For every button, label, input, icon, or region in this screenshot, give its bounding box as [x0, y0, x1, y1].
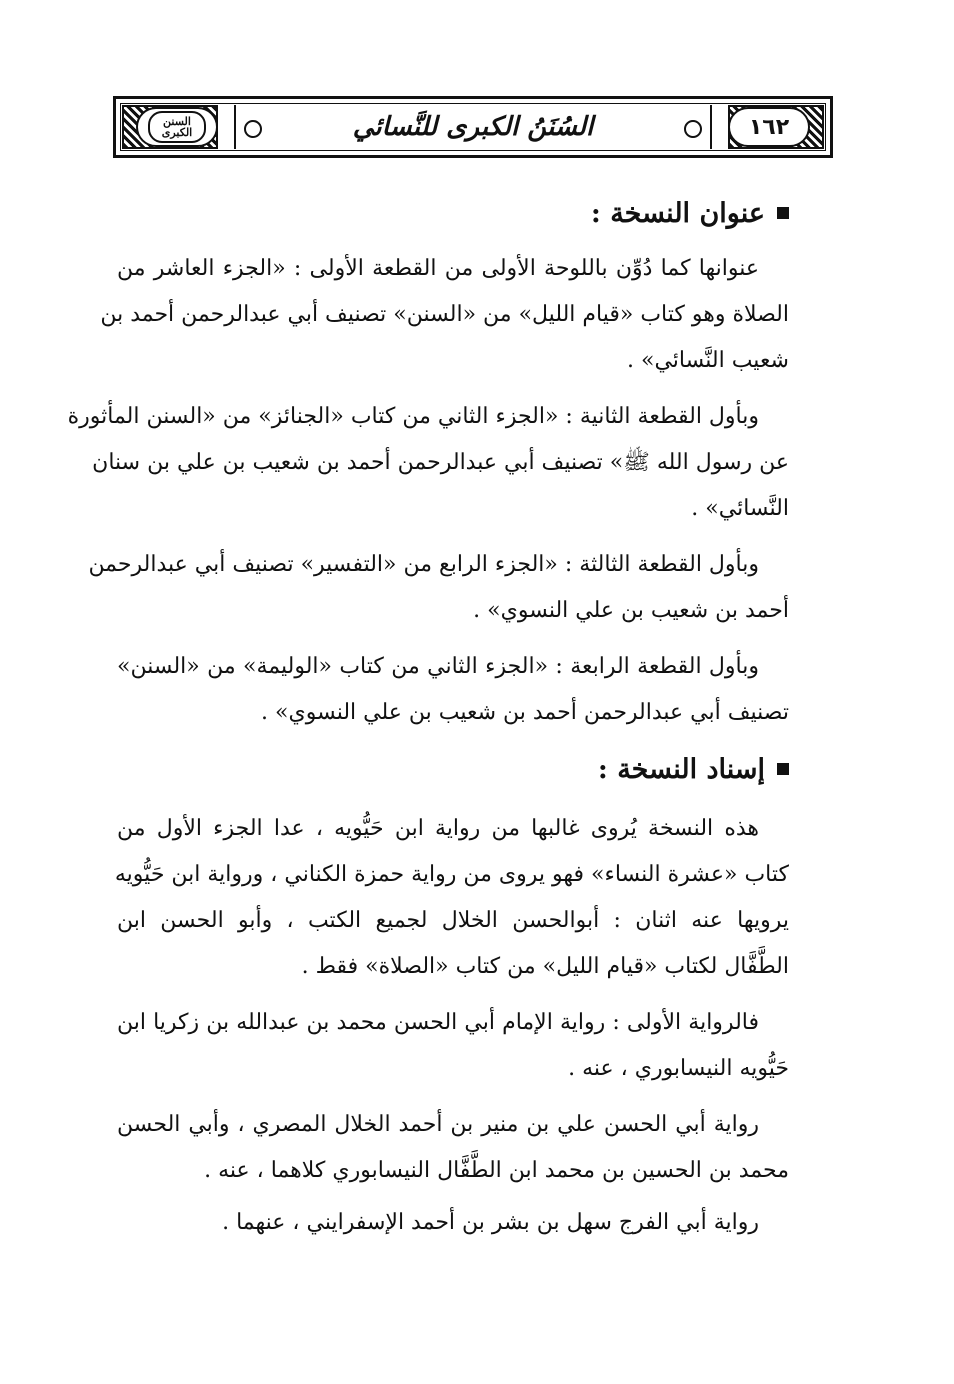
text-line: عنوانها كما دُوِّن باللوحة الأولى من القطعة الأولى : «الجزء العاشر من — [117, 256, 759, 281]
paragraph — [88, 542, 789, 634]
text-line: فالرواية الأولى : رواية الإمام أبي الحسن محمد بن عبدالله بن زكريا ابن — [117, 1010, 759, 1035]
section-heading-text: عنوان النسخة : — [590, 197, 765, 229]
book-seal-cartouche — [136, 107, 218, 147]
section-heading-title — [117, 190, 789, 236]
section-heading-isnad — [117, 746, 789, 792]
text-line: رواية أبي الفرج سهل بن بشر بن أحمد الإسفرايني ، عنهما . — [222, 1210, 759, 1235]
square-bullet-icon — [777, 207, 789, 219]
text-line: تصنيف أبي عبدالرحمن أحمد بن شعيب بن علي النسوي» . — [261, 700, 789, 725]
paragraph — [117, 1200, 789, 1246]
paragraph — [100, 246, 789, 384]
page-number-cartouche — [728, 107, 810, 147]
paragraph — [117, 1102, 789, 1194]
text-line: عن رسول الله ﷺ» تصنيف أبي عبدالرحمن أحمد بن شعيب بن علي بن سنان — [92, 450, 789, 475]
text-line: رواية أبي الحسن علي بن منير بن أحمد الخلال المصري ، وأبي الحسن — [117, 1112, 759, 1137]
text-line: الطَّفَّال لكتاب «قيام الليل» من كتاب «الصلاة» فقط . — [301, 954, 789, 979]
book-title-frame — [234, 105, 712, 149]
paragraph — [117, 644, 789, 736]
paragraph — [117, 1000, 789, 1092]
text-line: كتاب «عشرة النساء» فهو يروى من رواية حمزة الكناني ، ورواية ابن حَيُّويه — [114, 862, 789, 887]
page-number: ١٦٢ — [748, 114, 790, 140]
text-line: يرويها عنه اثنان : أبوالحسن الخلال لجميع الكتب ، وأبو الحسن ابن — [117, 908, 789, 933]
text-line: حَيُّويه النيسابوري ، عنه . — [568, 1056, 789, 1081]
paragraph — [114, 806, 789, 990]
book-seal-logo — [148, 111, 206, 143]
page-content — [67, 190, 789, 1246]
text-line: وبأول القطعة الثالثة : «الجزء الرابع من «التفسير» تصنيف أبي عبدالرحمن — [88, 552, 759, 577]
text-line: محمد بن الحسين بن محمد ابن الطَّفَّال النيسابوري كلاهما ، عنه . — [204, 1158, 789, 1183]
square-bullet-icon — [777, 763, 789, 775]
text-line: هذه النسخة يُروى غالبها من رواية ابن حَيُّويه ، عدا الجزء الأول من — [117, 816, 759, 841]
text-line: أحمد بن شعيب بن علي النسوي» . — [473, 598, 789, 623]
text-line: النَّسائي» . — [691, 496, 789, 521]
text-line: وبأول القطعة الثانية : «الجزء الثاني من كتاب «الجنائز» من «السنن المأثورة — [67, 404, 759, 429]
text-line: وبأول القطعة الرابعة : «الجزء الثاني من كتاب «الوليمة» من «السنن» — [117, 654, 759, 679]
paragraph — [67, 394, 789, 532]
book-title: السُنَنُ الكبرى للنَّسائي — [352, 112, 594, 142]
seal-text: السنن الكبرى — [161, 115, 193, 139]
page-header — [113, 96, 833, 158]
section-heading-text: إسناد النسخة : — [597, 753, 765, 785]
text-line: الصلاة وهو كتاب «قيام الليل» من «السنن» تصنيف أبي عبدالرحمن أحمد بن — [100, 302, 789, 327]
text-line: شعيب النَّسائي» . — [627, 348, 789, 373]
